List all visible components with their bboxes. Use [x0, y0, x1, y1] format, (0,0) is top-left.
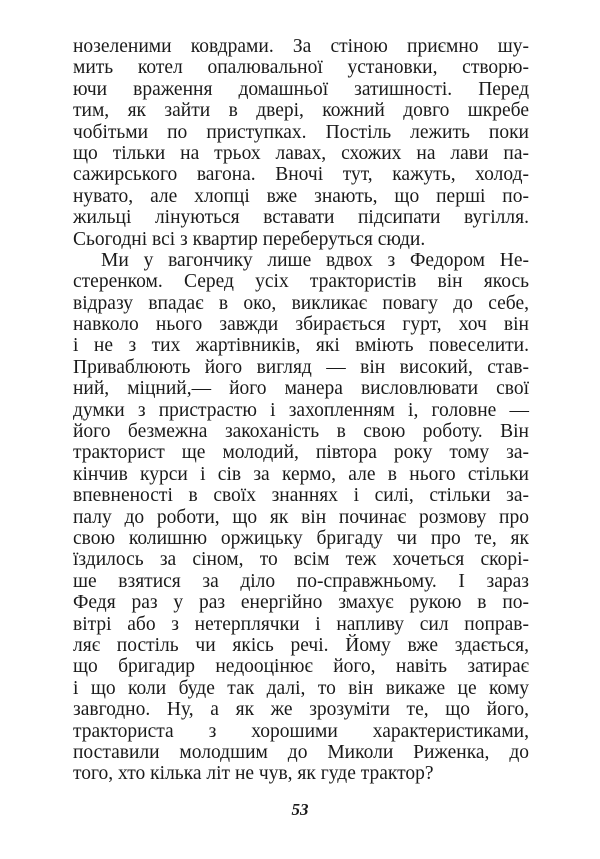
text-line: його безмежна закоханість в свою роботу. Він	[73, 421, 529, 443]
text-line: що бригадир недооцінює його, навіть затирає	[73, 656, 529, 678]
text-line: палу до роботи, що як він починає розмову про	[73, 506, 529, 528]
text-line: нувато, але хлопці вже знають, що перші по-	[73, 185, 529, 207]
page-number: 53	[291, 800, 309, 819]
text-line: ний, міцний,— його манера висловлювати свої	[73, 378, 529, 400]
text-line: і не з тих жартівників, які вміють повеселити.	[73, 335, 529, 357]
text-line: поставили молодшим до Миколи Риженка, до	[73, 741, 529, 763]
text-line: тракторист ще молодий, півтора року тому за-	[73, 442, 529, 464]
text-line: ше взятися за діло по-справжньому. І зараз	[73, 570, 529, 592]
text-line: і що коли буде так далі, то він викаже це кому	[73, 677, 529, 699]
paragraph	[73, 250, 529, 785]
text-line: навколо нього завжди збирається гурт, хоч він	[73, 314, 529, 336]
text-line: чобітьми по приступках. Постіль лежить поки	[73, 121, 529, 143]
text-line: їздилось за сіном, то всім теж хочеться скорі-	[73, 549, 529, 571]
text-line: мить котел опалювальної установки, створю-	[73, 57, 529, 79]
text-line: тим, як зайти в двері, кожний довго шкребе	[73, 100, 529, 122]
page-body	[73, 36, 529, 785]
text-line: що тільки на трьох лавах, схожих на лави па-	[73, 142, 529, 164]
text-line: кінчив курси і сів за кермо, але в нього стільки	[73, 463, 529, 485]
text-line: Сьогодні всі з квартир переберуться сюди.	[73, 228, 426, 250]
text-line: свою колишню оржицьку бригаду чи про те, як	[73, 527, 529, 549]
text-line: тракториста з хорошими характеристиками,	[73, 720, 529, 742]
text-line: думки з пристрастю і захопленням і, головне —	[73, 399, 529, 421]
text-line: ляє постіль чи якісь речі. Йому вже здається,	[73, 634, 529, 656]
text-line: ючи враження домашньої затишності. Перед	[73, 78, 529, 100]
text-line: відразу впадає в око, викликає повагу до себе,	[73, 292, 529, 314]
paragraph	[73, 36, 529, 250]
text-line: того, хто кілька літ не чув, як гуде трактор?	[73, 763, 434, 785]
text-line: впевненості в своїх знаннях і силі, стільки за-	[73, 485, 529, 507]
text-line: завгодно. Ну, а як же зрозуміти те, що його,	[73, 699, 529, 721]
text-line: Ми у вагончику лише вдвох з Федором Не-	[101, 249, 529, 271]
text-line: вітрі або з нетерплячки і напливу сил поправ-	[73, 613, 529, 635]
text-line: нозеленими ковдрами. За стіною приємно шу-	[73, 36, 529, 57]
text-line: жильці лінуються вставати підсипати вугілля.	[73, 207, 529, 229]
text-line: стеренком. Серед усіх трактористів він якось	[73, 271, 529, 293]
text-line: Федя раз у раз енергійно змахує рукою в по-	[73, 592, 529, 614]
text-line: сажирського вагона. Вночі тут, кажуть, холод-	[73, 164, 529, 186]
text-line: Приваблюють його вигляд — він високий, став-	[73, 356, 529, 378]
